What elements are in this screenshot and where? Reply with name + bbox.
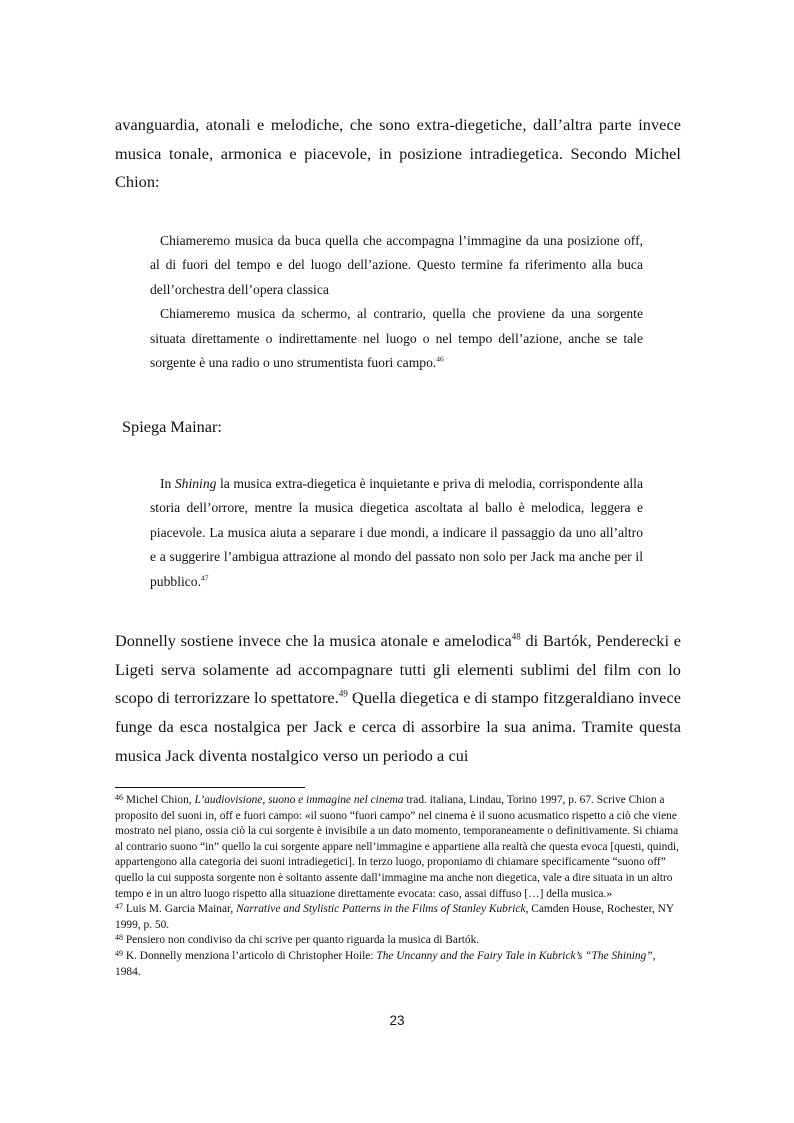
footnote-49 — [115, 949, 683, 980]
footnote-separator — [115, 787, 305, 788]
footnote-text: trad. italiana, Lindau, Torino 1997, p. 67. Scrive Chion a proposito del suoni in, off e fuori campo: «il suono “fuori campo” nel cinema è il suono acusmatico rispetto a ciò che viene mostrato nel piano, ossia ciò la cui sorgente è invisibile a un dato momento, temporaneamente o definitivamente. Si chiama al contrario suono “in” quello la cui sorgente appare nell’immagine e appartiene alla realtà che questa evoca [questi, quindi, appartengono alla categoria dei suoni intradiegetici]. In terzo luogo, proponiamo di chiamare specificamente “suono off” quello la cui supposta sorgente non è soltanto assente dall’immagine ma anche non diegetica, vale a dire situata in un altro tempo e in un altro luogo rispetto alla situazione direttamente evocata: caso, assai diffuso […] della musica.» — [115, 794, 680, 900]
footnote-text: K. Donnelly menziona l’articolo di Christopher Hoile: — [122, 949, 377, 962]
book-title: Narrative and Stylistic Patterns in the Films of Stanley Kubrick — [236, 903, 526, 916]
footnote-number: 49 — [115, 949, 123, 959]
page-number: 23 — [389, 1013, 405, 1028]
footnote-text: Michel Chion, — [122, 794, 195, 806]
paragraph-text: Donnelly sostiene invece che la musica atonale e amelodica — [115, 631, 512, 650]
footnote-ref-49[interactable]: 49 — [338, 688, 348, 699]
paragraph-text: Quella diegetica e di stampo fitzgeraldiano invece funge da esca nostalgica per Jack e cerca di assorbire la sua anima. Tramite questa musica Jack diventa nostalgico verso un periodo a cui — [115, 688, 681, 765]
quote-text: la musica extra-diegetica è inquietante e priva di melodia, corrispondente alla storia dell’orrore, mentre la musica diegetica ascoltata al ballo è melodica, leggera e piacevole. La musica aiuta a separare i due mondi, a indicare il passaggio da uno all’altro e a suggerire l’ambigua attrazione al mondo del passato non solo per Jack ma anche per il pubblico. — [150, 476, 643, 589]
quote-paragraph — [150, 472, 643, 594]
paragraph-text: avanguardia, atonali e melodiche, che sono extra-diegetiche, dall’altra parte invece musica tonale, armonica e piacevole, in posizione intradiegetica. Secondo Michel Chion: — [115, 115, 681, 192]
footnote-ref-46[interactable]: 46 — [436, 354, 444, 364]
footnote-46 — [115, 793, 683, 902]
body-paragraph-2 — [115, 627, 681, 771]
footnote-number: 47 — [115, 902, 123, 912]
footnote-text: , 1984. — [115, 949, 656, 978]
quote-paragraph — [150, 302, 643, 375]
footnote-text: , Camden House, Rochester, NY 1999, p. 50. — [115, 903, 674, 931]
footnote-47 — [115, 902, 683, 933]
footnote-text: Luis M. Garcia Mainar, — [122, 903, 237, 916]
footnote-number: 46 — [115, 793, 123, 803]
footnote-number: 48 — [115, 933, 123, 943]
block-quote-mainar — [150, 472, 643, 594]
paragraph-text: di Bartók, Penderecki e Ligeti serva solamente ad accompagnare tutti gli elementi sublimi del film con lo scopo di terrorizzare lo spettatore. — [115, 631, 681, 708]
quote-text: In — [160, 476, 175, 491]
article-title: The Uncanny and the Fairy Tale in Kubrick’s “The Shining” — [376, 949, 653, 962]
block-quote-chion — [150, 229, 643, 375]
book-title: L’audiovisione, suono e immagine nel cinema — [194, 794, 404, 806]
body-paragraph-1 — [115, 111, 681, 197]
quote-paragraph-text: Chiameremo musica da schermo, al contrario, quella che proviene da una sorgente situata direttamente o indirettamente nel luogo o nel tempo dell’azione, anche se tale sorgente è una radio o uno strumentista fuori campo. — [150, 306, 643, 371]
footnotes — [115, 793, 683, 980]
footnote-ref-48[interactable]: 48 — [511, 631, 521, 642]
mainar-intro: Spiega Mainar: — [122, 417, 222, 436]
quote-paragraph: Chiameremo musica da buca quella che accompagna l’immagine da una posizione off, al di fuori del tempo e del luogo dell’azione. Questo termine fa riferimento alla buca dell’orchestra dell’opera classica — [150, 233, 643, 297]
footnote-48 — [115, 933, 683, 949]
film-title: Shining — [174, 476, 217, 491]
footnote-text: Pensiero non condiviso da chi scrive per quanto riguarda la musica di Bartók. — [122, 934, 480, 947]
footnote-ref-47[interactable]: 47 — [200, 573, 209, 583]
